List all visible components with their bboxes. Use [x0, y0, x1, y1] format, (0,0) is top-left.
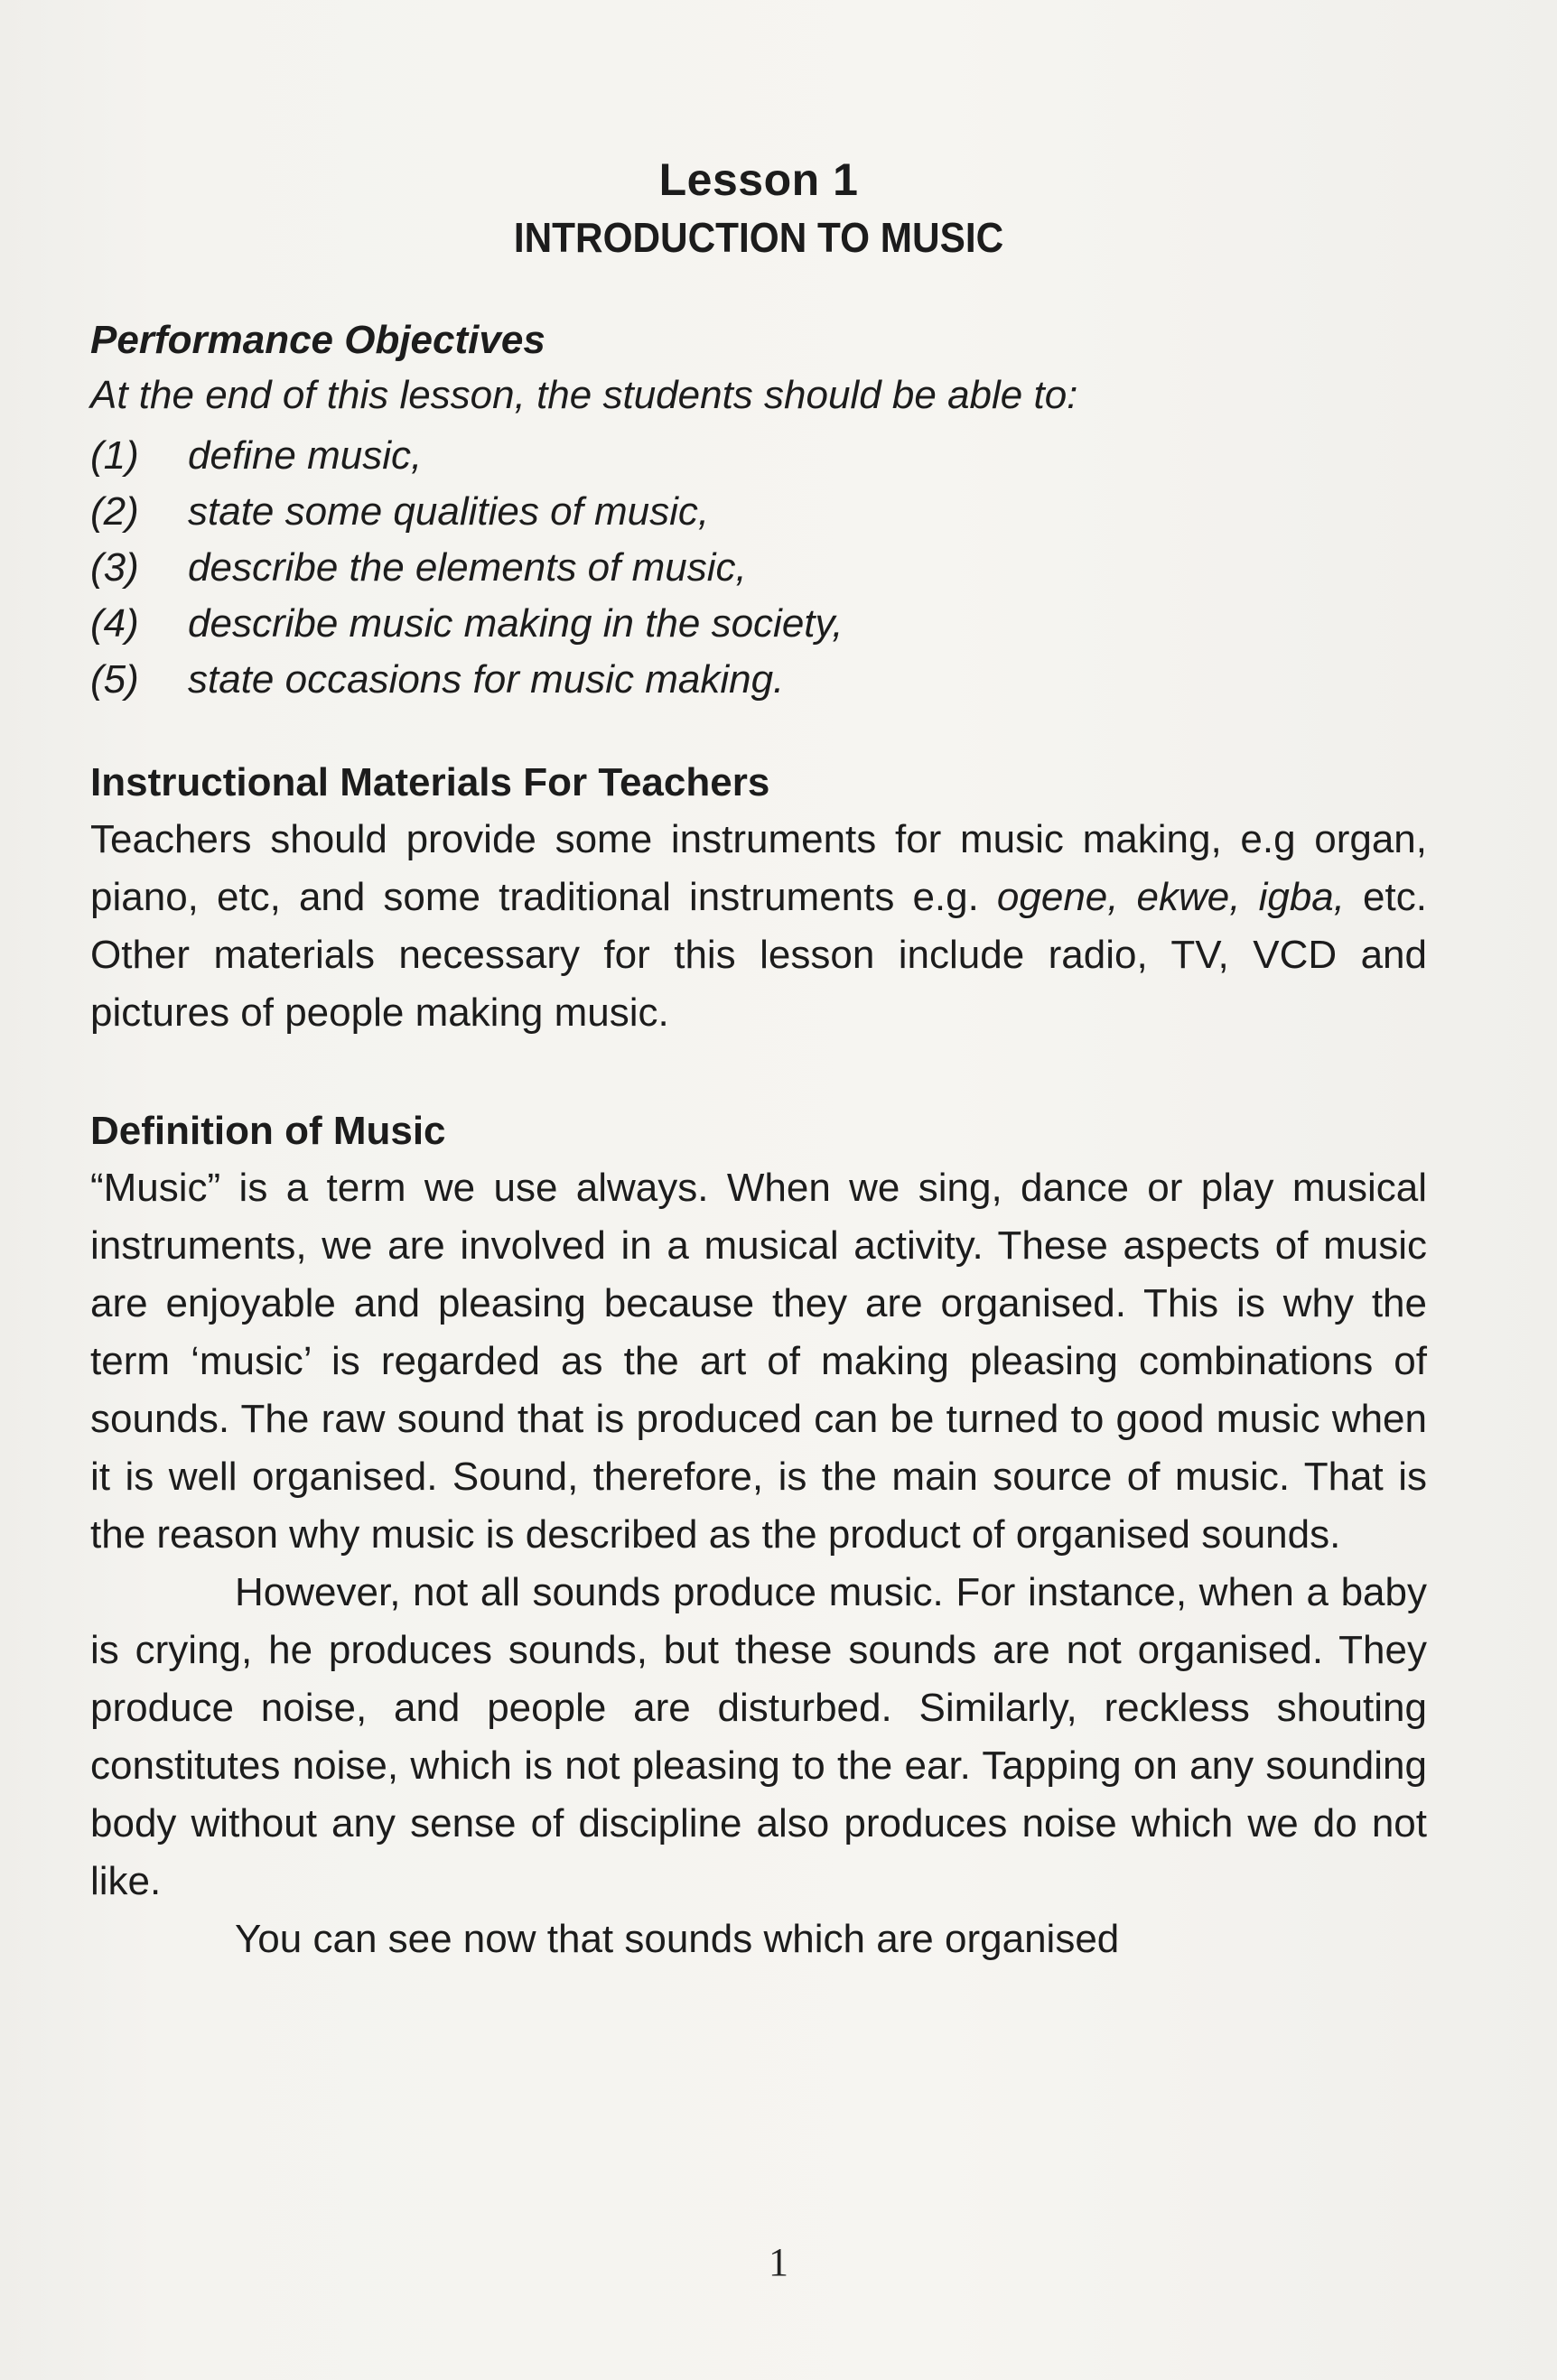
objectives-heading: Performance Objectives [90, 318, 545, 362]
materials-text-before: Teachers should provide some instruments for music making, e.g organ, piano, etc, and some traditional instruments e.g. [90, 817, 1427, 919]
lesson-number: Lesson 1 [658, 154, 859, 205]
definition-section [90, 1109, 1427, 1968]
objective-item [90, 428, 1427, 484]
objective-item [90, 596, 1427, 652]
definition-paragraph: “Music” is a term we use always. When we sing, dance or play musical instruments, we are involved in a musical activity. These aspects of music are enjoyable and pleasing because they are organised. This is why the term ‘music’ is regarded as the art of making pleasing combinations of sounds. The raw sound that is produced can be turned to good music when it is well organised. Sound, therefore, is the main source of music. That is the reason why music is described as the product of organised sounds. [90, 1166, 1427, 1557]
objective-item [90, 484, 1427, 540]
objective-item [90, 540, 1427, 596]
materials-paragraph [90, 811, 1427, 1042]
objective-text: describe the elements of music, [188, 545, 747, 590]
definition-heading: Definition of Music [90, 1109, 446, 1153]
objective-text: describe music making in the society, [188, 601, 844, 646]
materials-text-after: etc. Other materials necessary for this lesson include radio, TV, VCD and pictures of people making music. [90, 875, 1427, 1035]
page-content [90, 153, 1427, 1968]
objective-number: (4) [90, 601, 139, 646]
objective-text: define music, [188, 433, 423, 478]
objective-number: (1) [90, 433, 139, 478]
traditional-instruments: ogene, ekwe, igba, [996, 875, 1345, 919]
objective-text: state occasions for music making. [188, 657, 785, 702]
page-number: 1 [769, 2240, 788, 2284]
objective-number: (2) [90, 489, 139, 534]
lesson-title: INTRODUCTION TO MUSIC [513, 214, 1004, 261]
objective-number: (5) [90, 657, 139, 702]
objectives-intro: At the end of this lesson, the students should be able to: [90, 373, 1078, 417]
definition-paragraph: You can see now that sounds which are organised [235, 1917, 1120, 1961]
objective-number: (3) [90, 545, 139, 590]
materials-heading: Instructional Materials For Teachers [90, 760, 770, 804]
objective-item [90, 652, 1427, 708]
objective-list [90, 428, 1427, 708]
materials-section [90, 760, 1427, 1042]
objective-text: state some qualities of music, [188, 489, 710, 534]
definition-paragraph: However, not all sounds produce music. For instance, when a baby is crying, he produces sounds, but these sounds are not organised. They produce noise, and people are disturbed. Similarly, reckless shouting constitutes noise, which is not pleasing to the ear. Tapping on any sounding body without any sense of discipline also produces noise which we do not like. [90, 1570, 1427, 1903]
